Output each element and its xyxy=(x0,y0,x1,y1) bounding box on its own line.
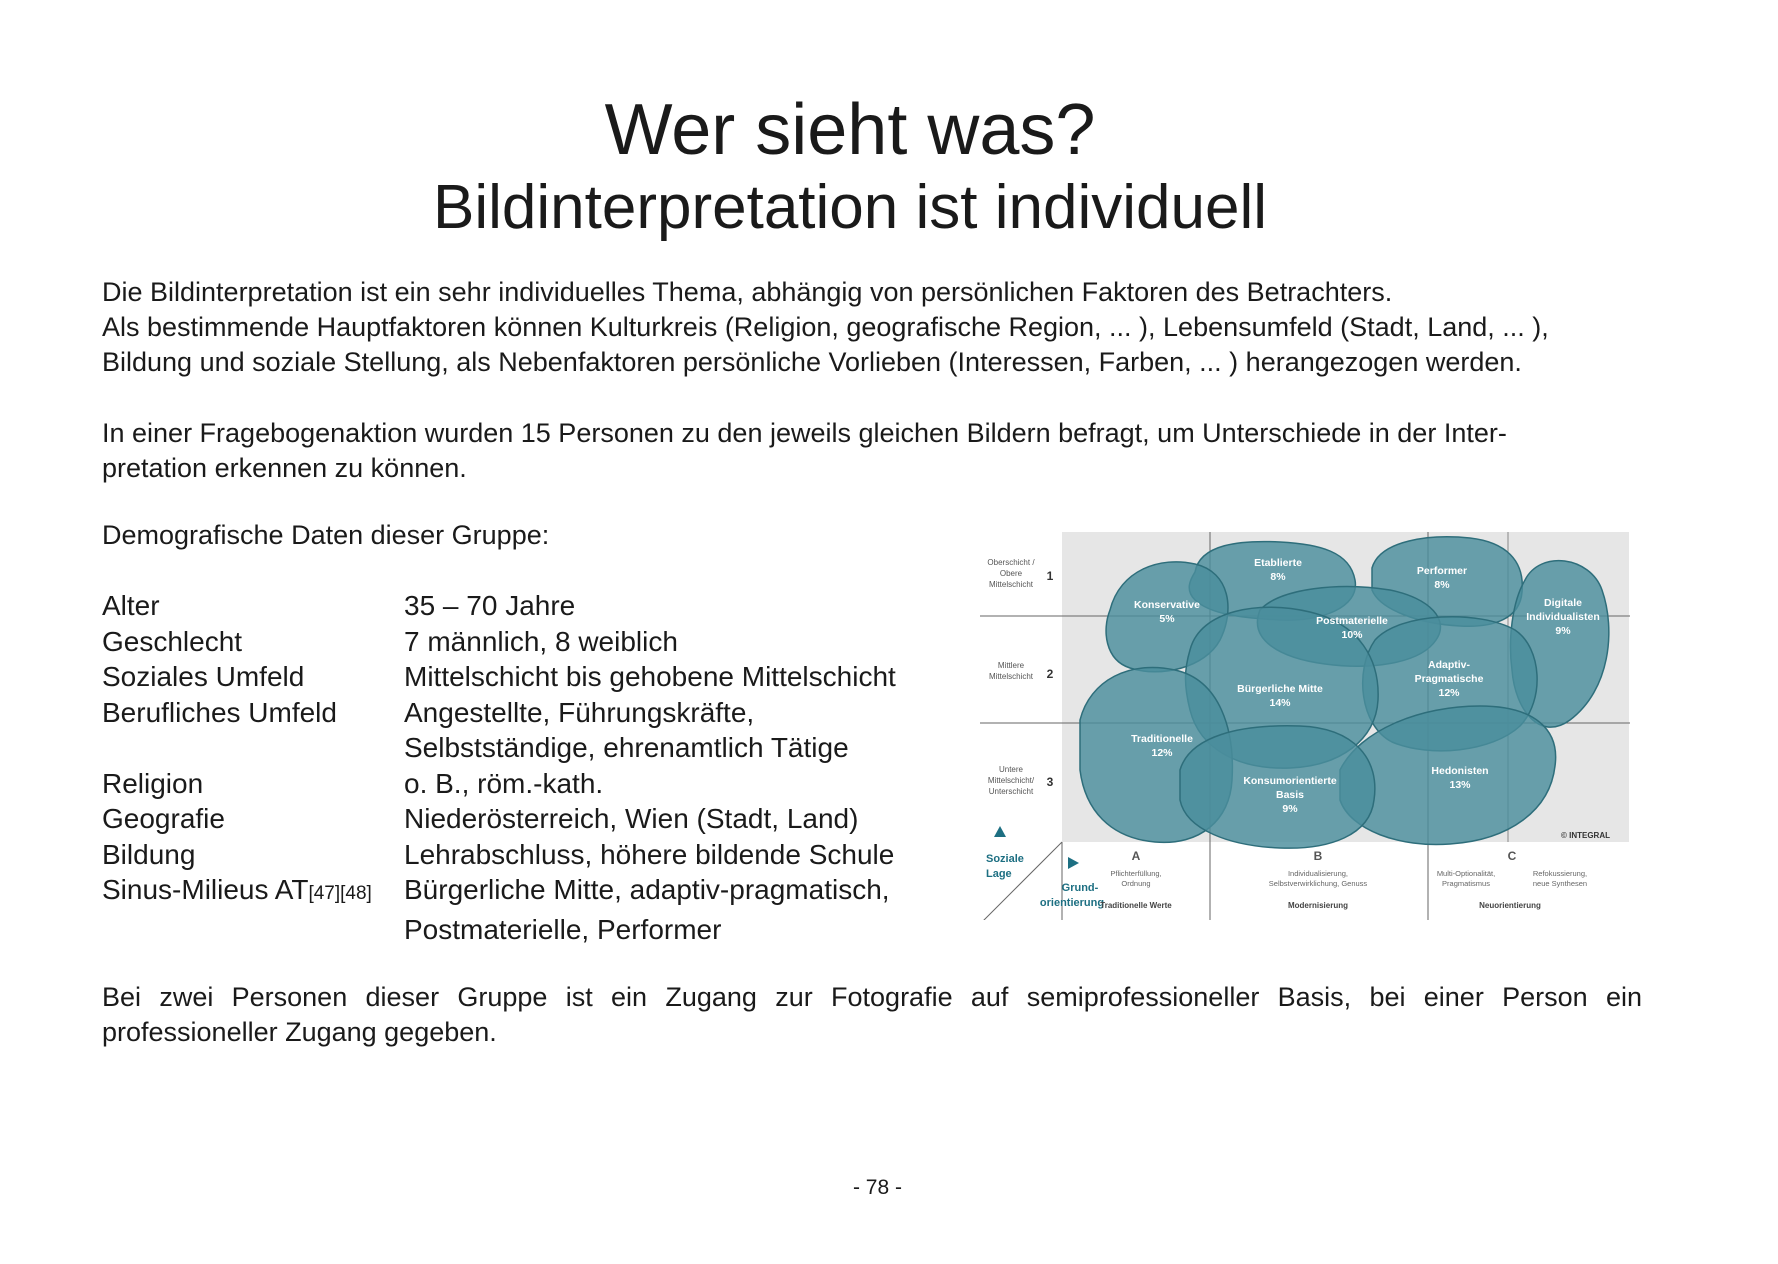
demographics-row xyxy=(102,730,896,766)
demographics-key: Religion xyxy=(102,767,204,799)
demographics-value: Selbstständige, ehrenamtlich Tätige xyxy=(404,732,849,763)
column-desc: Individualisierung, xyxy=(1287,869,1349,878)
demographics-key xyxy=(102,872,404,912)
demographics-row xyxy=(102,766,896,802)
demographics-table xyxy=(102,588,896,947)
milieu-pct: 13% xyxy=(1449,779,1471,791)
demographics-row xyxy=(102,872,896,912)
demographics-value: Angestellte, Führungskräfte, xyxy=(404,696,755,728)
demographics-row xyxy=(102,659,896,695)
milieu-label: Etablierte xyxy=(1254,557,1302,569)
demographics-row xyxy=(102,695,896,731)
sinus-milieus-figure xyxy=(980,530,1630,920)
intro-line: Die Bildinterpretation ist ein sehr individuelles Thema, abhängig von persönlichen Faktoren des Betrachters. xyxy=(102,277,1393,307)
demographics-value: 7 männlich, 8 weiblich xyxy=(404,625,678,657)
milieu-pct: 12% xyxy=(1151,747,1173,759)
page-subtitle: Bildinterpretation ist individuell xyxy=(432,173,1267,242)
column-group: Traditionelle Werte xyxy=(1100,901,1172,910)
column-group: Modernisierung xyxy=(1287,901,1349,910)
demographics-value: Lehrabschluss, höhere bildende Schule xyxy=(404,838,895,870)
milieu-pct: 9% xyxy=(1282,803,1298,815)
demographics-key: Berufliches Umfeld xyxy=(102,696,337,728)
column-desc: neue Synthesen xyxy=(1532,879,1588,888)
survey-paragraph xyxy=(102,416,1642,486)
axis-y-label: Lage xyxy=(986,868,1012,880)
column-letter: C xyxy=(1507,849,1517,863)
milieu-pct: 8% xyxy=(1270,571,1286,583)
row-label: Oberschicht / xyxy=(987,558,1035,567)
intro-paragraph xyxy=(102,275,1642,380)
milieu-pct: 9% xyxy=(1555,625,1571,637)
milieu-label: Pragmatische xyxy=(1414,673,1484,685)
demographics-key: Geschlecht xyxy=(102,625,243,657)
row-number: 1 xyxy=(1046,569,1054,583)
milieu-bubbles xyxy=(1080,537,1609,848)
page-title: Wer sieht was? xyxy=(604,90,1096,170)
milieu-label: Basis xyxy=(1275,789,1305,801)
demographics-key: Alter xyxy=(102,590,160,621)
demographics-key: Bildung xyxy=(102,838,196,870)
column-group: Neuorientierung xyxy=(1479,901,1541,910)
milieu-label: Performer xyxy=(1416,565,1468,577)
milieu-pct: 10% xyxy=(1341,629,1363,641)
demographics-row xyxy=(102,912,896,948)
axis-x-label: Grund- xyxy=(1061,882,1099,894)
milieu-label: Hedonisten xyxy=(1431,765,1489,777)
demographics-value: Bürgerliche Mitte, adaptiv-pragmatisch, xyxy=(404,874,890,905)
row-label: Unterschicht xyxy=(988,787,1034,796)
row-label: Mittelschicht xyxy=(988,672,1034,681)
demographics-value: o. B., röm.-kath. xyxy=(404,767,604,799)
demographics-key xyxy=(102,730,404,766)
axis-y-label: Soziale xyxy=(986,853,1024,865)
milieu-label: Postmaterielle xyxy=(1316,615,1388,627)
demographics-key xyxy=(102,912,404,948)
closing-paragraph: Bei zwei Personen dieser Gruppe ist ein Zugang zur Fotografie auf semiprofessioneller Basis, bei einer Person ein professioneller Zugang gegeben. xyxy=(102,982,1642,1047)
axis-up-arrow-icon xyxy=(994,826,1006,837)
milieu-pct: 14% xyxy=(1269,697,1291,709)
column-desc: Pflichterfüllung, xyxy=(1110,869,1162,878)
milieu-pct: 12% xyxy=(1438,687,1460,699)
demographics-value: Mittelschicht bis gehobene Mittelschicht xyxy=(404,661,896,692)
row-label: Obere xyxy=(999,569,1023,578)
demographics-key: Soziales Umfeld xyxy=(102,661,305,692)
demographics-value: 35 – 70 Jahre xyxy=(404,590,576,621)
survey-line: pretation erkennen zu können. xyxy=(102,453,467,483)
column-letter: B xyxy=(1313,849,1323,863)
axis-x-label: orientierung xyxy=(1039,897,1105,909)
row-label: Mittlere xyxy=(997,661,1025,670)
row-number: 3 xyxy=(1046,775,1054,789)
demographics-key: Geografie xyxy=(102,803,225,834)
survey-line: In einer Fragebogenaktion wurden 15 Personen zu den jeweils gleichen Bildern befragt, um Unterschiede in der Inter- xyxy=(102,418,1507,448)
demographics-row xyxy=(102,801,896,837)
citation-refs: [47][48] xyxy=(308,883,372,904)
column-desc: Pragmatismus xyxy=(1442,879,1490,888)
demographics-label: Demografische Daten dieser Gruppe: xyxy=(102,520,550,550)
row-label: Mittelschicht/ xyxy=(987,776,1035,785)
intro-line: Als bestimmende Hauptfaktoren können Kulturkreis (Religion, geografische Region, ... ), Lebensumfeld (Stadt, Land, ... ), xyxy=(102,312,1549,342)
demographics-row xyxy=(102,837,896,873)
demographics-row xyxy=(102,588,896,624)
page-number: - 78 - xyxy=(852,1176,902,1199)
demographics-row xyxy=(102,624,896,660)
milieu-label: Traditionelle xyxy=(1131,733,1193,745)
column-desc: Multi-Optionalität, xyxy=(1436,869,1496,878)
column-desc: Ordnung xyxy=(1121,879,1151,888)
row-label: Mittelschicht xyxy=(988,580,1034,589)
column-desc: Refokussierung, xyxy=(1532,869,1588,878)
milieu-label: Konservative xyxy=(1134,599,1200,611)
intro-line: Bildung und soziale Stellung, als Nebenfaktoren persönliche Vorlieben (Interessen, Farben, ... ) herangezogen werden. xyxy=(102,347,1522,377)
column-letter: A xyxy=(1131,849,1141,863)
axis-right-arrow-icon xyxy=(1068,857,1079,869)
milieu-label: Adaptiv- xyxy=(1428,659,1470,671)
row-number: 2 xyxy=(1046,667,1054,681)
milieu-label: Bürgerliche Mitte xyxy=(1237,683,1323,695)
demographics-value: Postmaterielle, Performer xyxy=(404,913,722,945)
copyright-text: © INTEGRAL xyxy=(1560,831,1610,840)
milieu-pct: 8% xyxy=(1434,579,1450,591)
demographics-key-text: Sinus-Milieus AT xyxy=(102,874,309,905)
milieu-pct: 5% xyxy=(1159,613,1175,625)
milieu-label: Konsumorientierte xyxy=(1243,775,1337,787)
milieu-label: Digitale xyxy=(1544,597,1582,609)
column-desc: Selbstverwirklichung, Genuss xyxy=(1268,879,1368,888)
demographics-value: Niederösterreich, Wien (Stadt, Land) xyxy=(404,803,859,834)
row-label: Untere xyxy=(998,765,1024,774)
milieu-label: Individualisten xyxy=(1526,611,1600,623)
